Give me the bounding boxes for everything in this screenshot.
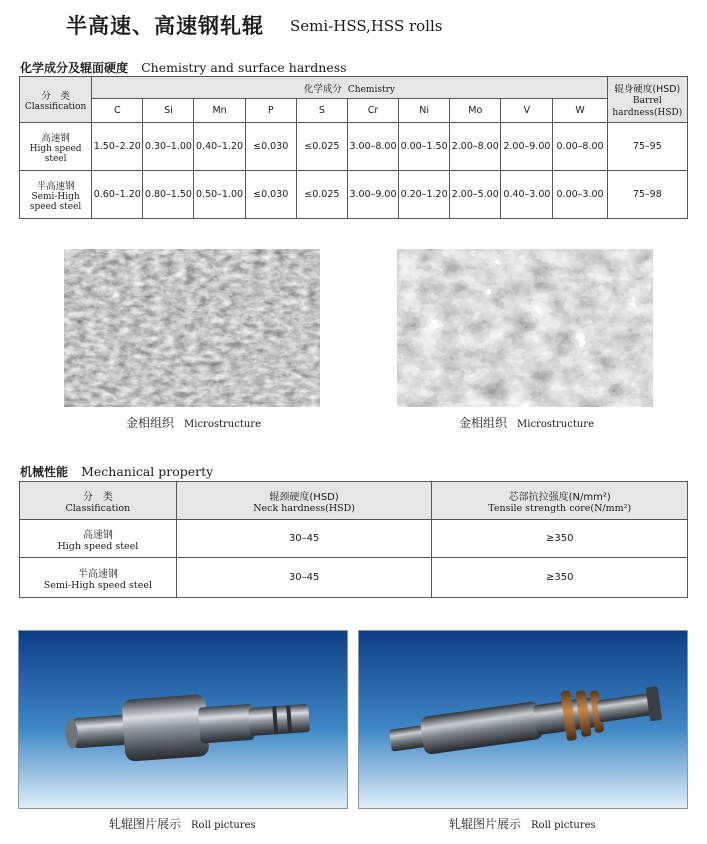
section-heading-en: Chemistry and surface hardness — [141, 60, 347, 75]
table-cell: 2.00–5.00 — [450, 171, 501, 219]
table-row — [20, 123, 688, 171]
table-cell: 2.00–8.00 — [450, 123, 501, 171]
element-header: V — [501, 99, 553, 123]
page-title-english: Semi-HSS,HSS rolls — [290, 17, 443, 35]
header-classification: 分 类 Classification — [20, 77, 92, 123]
table-cell: 0.50–1.00 — [194, 171, 245, 219]
header-neck-hardness: 辊颈硬度(HSD) Neck hardness(HSD) — [176, 482, 432, 520]
roll-photo-2 — [358, 630, 688, 809]
row-classification: 半高速钢 Semi-High speed steel — [20, 171, 92, 219]
table-cell: 2.00–9.00 — [501, 123, 553, 171]
table-cell-hardness: 75–98 — [607, 171, 687, 219]
table-cell: 0.00–3.00 — [553, 171, 607, 219]
element-header: Cr — [347, 99, 398, 123]
header-tensile-strength: 芯部抗拉强度(N/mm²) Tensile strength core(N/mm²) — [432, 482, 688, 520]
table-cell: 0.30–1.00 — [143, 123, 194, 171]
table-cell: 0.00–8.00 — [553, 123, 607, 171]
element-header: P — [245, 99, 296, 123]
table-row — [20, 520, 688, 558]
table-cell: 0.20–1.20 — [399, 171, 450, 219]
element-header: Si — [143, 99, 194, 123]
table-cell: 30–45 — [176, 558, 432, 598]
table-cell: ≥350 — [432, 558, 688, 598]
roll-photo-caption-1: 轧辊图片展示 Roll pictures — [109, 817, 256, 831]
microstructure-caption-1: 金相组织 Microstructure — [126, 416, 261, 430]
section-heading-cn: 机械性能 — [20, 465, 69, 479]
table-row — [20, 171, 688, 219]
table-cell: 0.00–1.50 — [399, 123, 450, 171]
page-title: 半高速、高速钢轧辊 — [66, 14, 264, 38]
header-barrel-hardness: 辊身硬度(HSD) Barrel hardness(HSD) — [607, 77, 687, 123]
table-cell: 0.80–1.50 — [143, 171, 194, 219]
mechanical-table — [19, 481, 688, 598]
roll-photo-1 — [18, 630, 348, 809]
table-cell: 0.60–1.20 — [92, 171, 143, 219]
element-header-row — [20, 99, 688, 123]
table-cell: 0.40–3.00 — [501, 171, 553, 219]
header-chemistry: 化学成分 Chemistry — [92, 77, 607, 99]
table-cell: 30–45 — [176, 520, 432, 558]
element-header: S — [296, 99, 347, 123]
section-heading-mechanical — [20, 461, 213, 480]
table-cell: ≥350 — [432, 520, 688, 558]
element-header: Mn — [194, 99, 245, 123]
table-cell: 3.00–8.00 — [347, 123, 398, 171]
table-cell: ≤0.030 — [245, 171, 296, 219]
microstructure-image-1 — [64, 249, 320, 407]
table-cell-hardness: 75–95 — [607, 123, 687, 171]
section-heading-cn: 化学成分及辊面硬度 — [20, 61, 129, 75]
microstructure-image-2 — [397, 249, 653, 407]
element-header: Ni — [399, 99, 450, 123]
section-heading-chemistry — [20, 57, 347, 76]
table-cell: 1.50–2.20 — [92, 123, 143, 171]
table-header-row — [20, 482, 688, 520]
element-header: C — [92, 99, 143, 123]
row-classification: 高速钢 High speed steel — [20, 123, 92, 171]
row-classification: 半高速钢 Semi-High speed steel — [20, 558, 177, 598]
table-cell: ≤0.025 — [296, 123, 347, 171]
table-cell: ≤0.025 — [296, 171, 347, 219]
table-cell: ≤0.030 — [245, 123, 296, 171]
element-header: Mo — [450, 99, 501, 123]
roll-photo-caption-2: 轧辊图片展示 Roll pictures — [449, 817, 596, 831]
chemistry-table — [19, 76, 688, 219]
section-heading-en: Mechanical property — [81, 464, 214, 479]
element-header: W — [553, 99, 607, 123]
header-classification: 分 类 Classification — [20, 482, 177, 520]
row-classification: 高速钢 High speed steel — [20, 520, 177, 558]
table-row — [20, 558, 688, 598]
microstructure-caption-2: 金相组织 Microstructure — [459, 416, 594, 430]
table-cell: 3.00–9.00 — [347, 171, 398, 219]
table-cell: 0.40–1.20 — [194, 123, 245, 171]
